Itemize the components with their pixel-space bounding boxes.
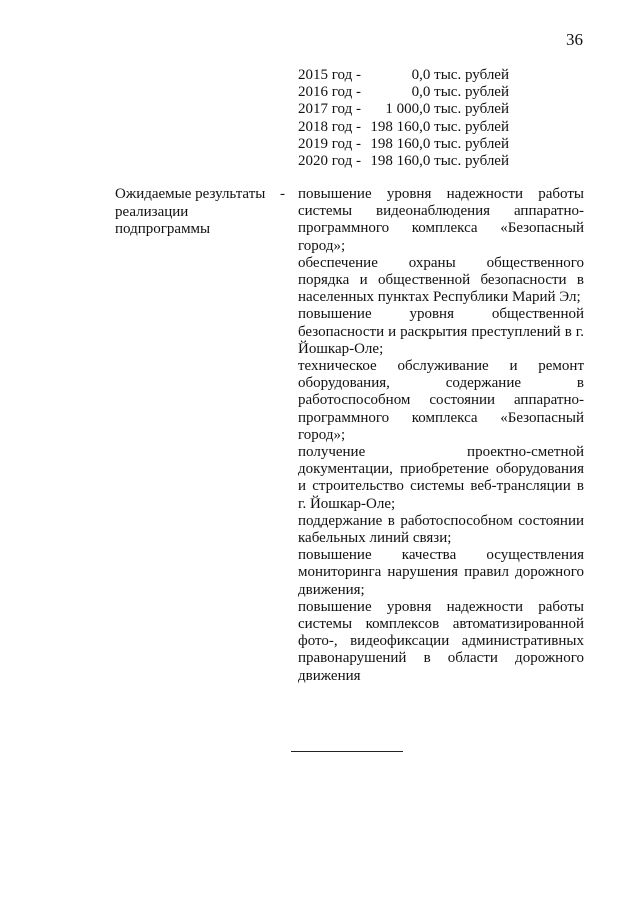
result-item: получение проектно-сметной документации, приобретение оборудования и строительство системы веб-трансляции в г. Йошкар-Оле; (298, 444, 584, 512)
result-item: повышение уровня надежности работы системы видеонаблюдения аппаратно-программного комплекса «Безопасный город»; (298, 186, 584, 254)
funding-year: 2015 год - (298, 67, 361, 83)
funding-year: 2018 год - (298, 118, 361, 135)
funding-amount: 198 160,0 тыс. рублей (370, 118, 509, 135)
funding-amount: 1 000,0 тыс. рублей (385, 101, 509, 118)
funding-schedule (298, 67, 509, 170)
funding-amount: 0,0 тыс. рублей (411, 84, 509, 101)
funding-row (298, 84, 509, 101)
result-item: повышение уровня общественной безопасности и раскрытия преступлений в г. Йошкар-Оле; (298, 306, 584, 357)
funding-row (298, 119, 509, 136)
result-item: повышение качества осуществления мониторинга нарушения правил дорожного движения; (298, 547, 584, 598)
label-line (115, 186, 285, 204)
expected-results-label (115, 186, 285, 239)
funding-year: 2019 год - (298, 135, 361, 152)
funding-year: 2016 год - (298, 84, 361, 101)
funding-row (298, 101, 509, 118)
funding-row (298, 153, 509, 170)
footer-rule (291, 751, 403, 752)
label-line: подпрограммы (115, 221, 211, 237)
result-item: поддержание в работоспособном состоянии кабельных линий связи; (298, 512, 584, 547)
funding-amount: 198 160,0 тыс. рублей (370, 153, 509, 170)
page-number: 36 (566, 30, 583, 49)
label-line: реализации (115, 203, 189, 220)
funding-year: 2017 год - (298, 101, 361, 118)
funding-year: 2020 год - (298, 153, 361, 170)
funding-amount: 198 160,0 тыс. рублей (370, 135, 509, 152)
result-item: техническое обслуживание и ремонт оборудования, содержание в работоспособном состоянии аппаратно-программного комплекса «Безопасный город»; (298, 358, 584, 443)
expected-results-list (298, 186, 584, 685)
result-item: повышение уровня надежности работы системы комплексов автоматизированной фото-, видеофиксации административных правонарушений в области дорожного движения (298, 598, 584, 684)
label-text: Ожидаемые результаты (115, 186, 266, 202)
result-item: обеспечение охраны общественного порядка и общественной безопасности в населенных пунктах Республики Марий Эл; (298, 254, 584, 306)
label-dash: - (280, 186, 285, 202)
funding-amount: 0,0 тыс. рублей (411, 67, 509, 83)
funding-row (298, 136, 509, 153)
funding-row (298, 67, 509, 84)
